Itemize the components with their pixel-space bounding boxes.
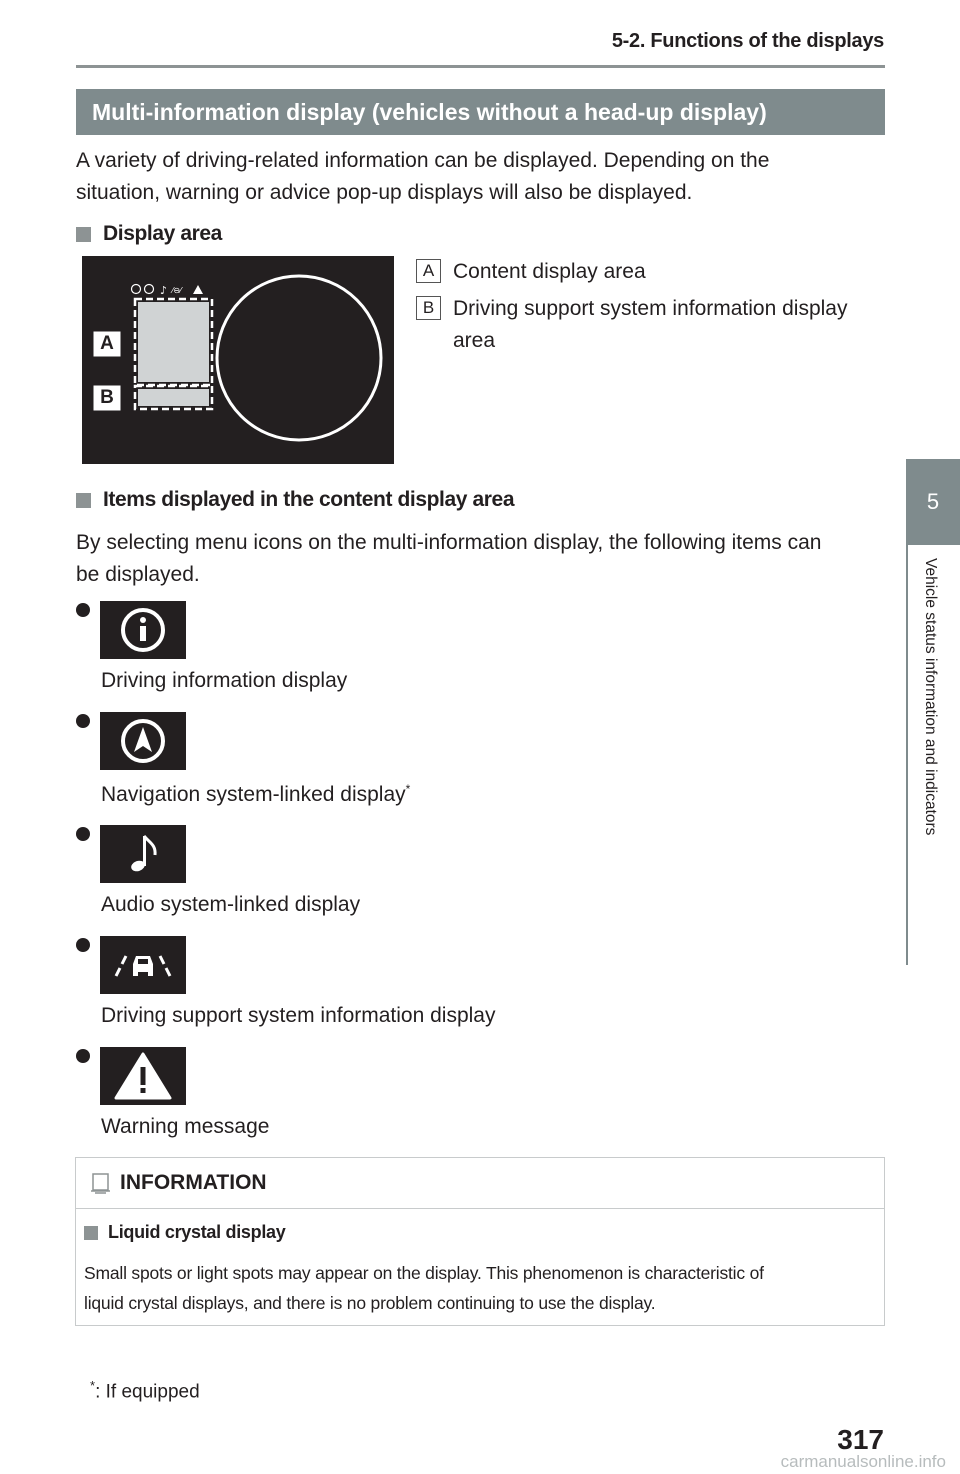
information-subheading <box>84 1222 285 1243</box>
bullet-icon <box>76 1049 90 1063</box>
navigation-icon <box>100 712 186 770</box>
item-label: Driving information display <box>101 669 348 692</box>
chapter-tab-rule <box>906 545 908 965</box>
item-label-text: Navigation system-linked display <box>101 783 406 806</box>
information-title: INFORMATION <box>120 1171 267 1194</box>
information-text-line-1: Small spots or light spots may appear on the display. This phenomenon is characteristic of <box>84 1263 764 1283</box>
display-area-figure <box>82 256 394 464</box>
chapter-tab: 5 <box>906 459 960 545</box>
bullet-icon <box>76 938 90 952</box>
memo-icon <box>90 1172 112 1194</box>
chapter-title: Vehicle status information and indicators <box>922 558 939 836</box>
bullet-icon <box>76 827 90 841</box>
intro-line-2: situation, warning or advice pop-up displays will also be displayed. <box>76 181 693 204</box>
legend-text-a: Content display area <box>453 260 646 283</box>
warning-icon <box>100 1047 186 1105</box>
heading-square-icon <box>76 227 91 242</box>
car-lane-icon <box>100 936 186 994</box>
information-box <box>75 1157 885 1326</box>
information-text <box>84 1258 879 1318</box>
figure-label-b: B <box>100 387 114 408</box>
music-note-icon <box>100 825 186 883</box>
section-title: Multi-information display (vehicles without a head-up display) <box>76 89 885 135</box>
bullet-icon <box>76 603 90 617</box>
footnote-marker: * <box>90 1378 96 1393</box>
items-description-line-2: be displayed. <box>76 563 200 586</box>
items-description-line-1: By selecting menu icons on the multi-information display, the following items can <box>76 531 822 554</box>
footnote <box>90 1378 200 1403</box>
page-number: 317 <box>837 1424 884 1455</box>
figure-label-a: A <box>100 333 114 354</box>
legend-item-b <box>416 293 848 357</box>
info-icon <box>100 601 186 659</box>
footnote-text: : If equipped <box>95 1381 200 1403</box>
display-area-heading-text: Display area <box>103 222 222 245</box>
items-heading <box>76 488 514 512</box>
svg-text:♪: ♪ <box>160 284 168 297</box>
item-label: Warning message <box>101 1115 270 1138</box>
item-label: Driving support system information display <box>101 1004 496 1027</box>
item-label: Audio system-linked display <box>101 893 361 916</box>
item-label <box>101 782 410 807</box>
svg-text:⁄⊖⁄: ⁄⊖⁄ <box>172 286 182 295</box>
information-text-line-2: liquid crystal displays, and there is no problem continuing to use the display. <box>84 1293 656 1313</box>
intro-line-1: A variety of driving-related information can be displayed. Depending on the <box>76 149 770 172</box>
legend-item-a <box>416 256 646 288</box>
items-heading-text: Items displayed in the content display area <box>103 488 515 511</box>
information-header <box>76 1158 884 1209</box>
header-divider <box>76 65 885 68</box>
bullet-icon <box>76 714 90 728</box>
watermark: carmanualsonline.info <box>780 1452 946 1471</box>
display-area-heading <box>76 222 222 246</box>
heading-square-icon <box>84 1226 98 1240</box>
running-header: 5-2. Functions of the displays <box>611 30 884 52</box>
legend-text-b-line-1: Driving support system information display <box>453 297 848 320</box>
footnote-marker: * <box>405 782 411 796</box>
legend-text-b-line-2: area <box>453 329 496 352</box>
legend-key-b: B <box>416 296 441 320</box>
legend-key-a: A <box>416 259 441 283</box>
information-subheading-text: Liquid crystal display <box>108 1222 286 1242</box>
heading-square-icon <box>76 493 91 508</box>
